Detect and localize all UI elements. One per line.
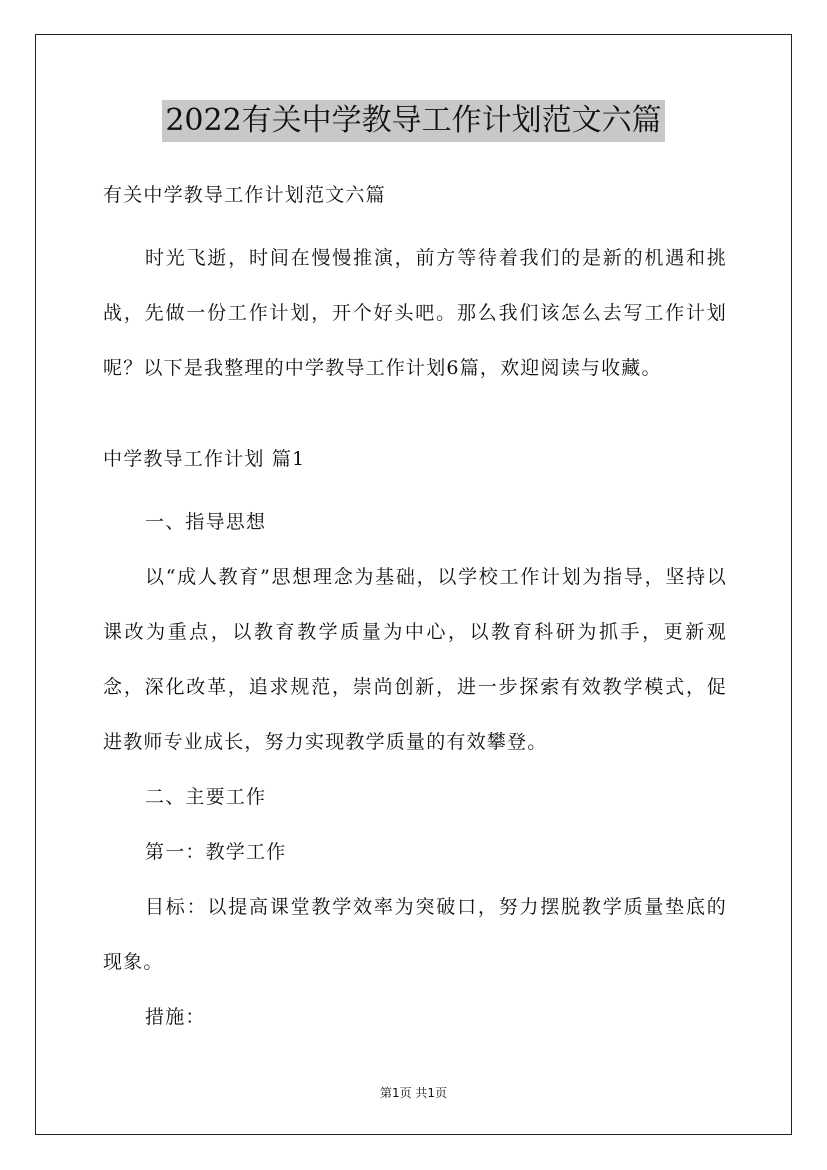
document-subtitle: 有关中学教导工作计划范文六篇 bbox=[103, 184, 386, 206]
heading-teaching-work: 第一：教学工作 bbox=[145, 841, 287, 863]
section-heading: 中学教导工作计划 篇1 bbox=[103, 448, 306, 470]
spacer bbox=[103, 396, 727, 440]
intro-paragraph: 时光飞逝，时间在慢慢推演，前方等待着我们的是新的机遇和挑战，先做一份工作计划，开个好头吧。那么我们该怎么去写工作计划呢？以下是我整理的中学教导工作计划6篇，欢迎阅读与收藏。 bbox=[103, 247, 727, 379]
document-title: 2022有关中学教导工作计划范文六篇 bbox=[162, 100, 664, 142]
title-wrap bbox=[0, 100, 827, 142]
paragraph-measures: 措施： bbox=[145, 1006, 206, 1028]
document-body bbox=[103, 176, 727, 1045]
paragraph-guiding-thought: 以“成人教育”思想理念为基础，以学校工作计划为指导，坚持以课改为重点，以教育教学质量为中心，以教育科研为抓手，更新观念，深化改革，追求规范，崇尚创新，进一步探索有效教学模式，促进教师专业成长，努力实现教学质量的有效攀登。 bbox=[103, 566, 727, 753]
page-footer: 第1页 共1页 bbox=[379, 1086, 448, 1100]
paragraph-goal: 目标：以提高课堂教学效率为突破口，努力摆脱教学质量垫底的现象。 bbox=[103, 896, 727, 973]
heading-guiding-thought: 一、指导思想 bbox=[145, 511, 267, 533]
heading-main-work: 二、主要工作 bbox=[145, 786, 267, 808]
